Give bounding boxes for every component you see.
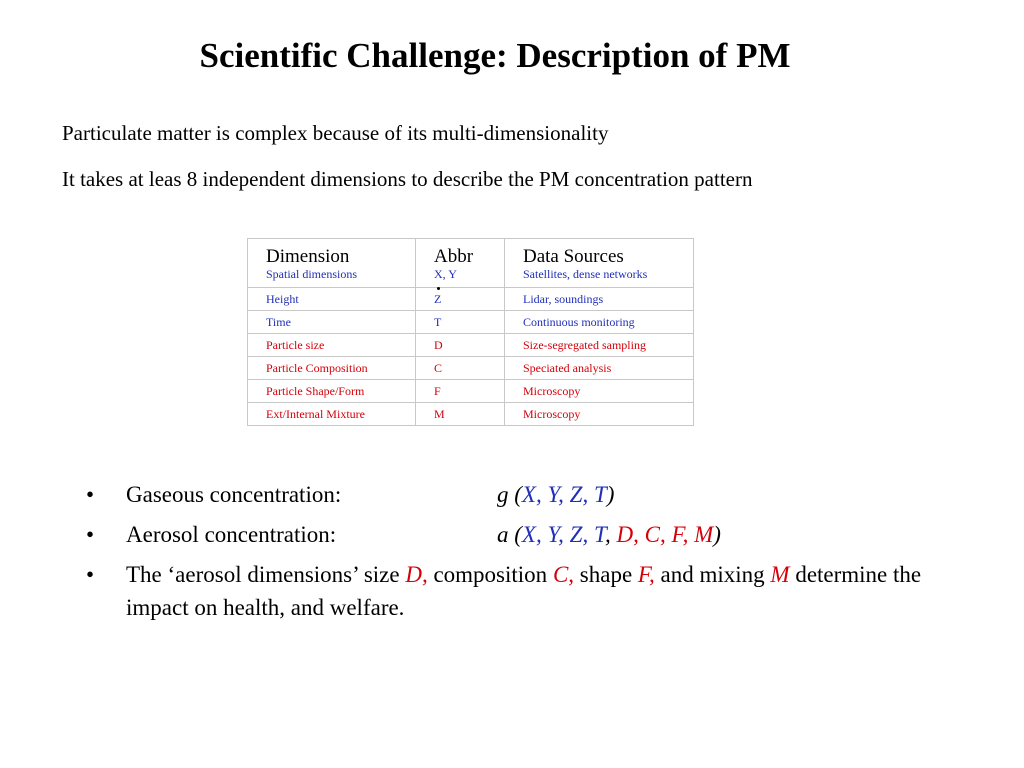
table-row (248, 288, 694, 311)
aerosol-sep: , (605, 522, 617, 547)
gaseous-vars: X, Y, Z, T (521, 482, 607, 507)
cell-source: Continuous monitoring (505, 311, 694, 334)
cell-source: Size-segregated sampling (505, 334, 694, 357)
cell-source: Microscopy (505, 403, 694, 426)
bullet-marker: • (86, 522, 95, 547)
b3-var-shape: F, (637, 562, 655, 587)
intro-line-2: It takes at leas 8 independent dimensions to describe the PM concentration pattern (62, 167, 753, 191)
cell-dimension: Particle size (248, 334, 416, 357)
bullet-marker: • (86, 482, 95, 507)
gaseous-close: ) (606, 482, 615, 507)
b3-text-3: shape (574, 562, 638, 587)
table-row (248, 403, 694, 426)
cell-dimension: Height (248, 288, 416, 311)
cell-dimension: Ext/Internal Mixture (248, 403, 416, 426)
cell-dimension: Spatial dimensions (248, 267, 416, 288)
b3-text-1: The ‘aerosol dimensions’ size (126, 562, 406, 587)
b3-var-mixing: M (770, 562, 790, 587)
cell-abbr: F (416, 380, 505, 403)
table-row (248, 357, 694, 380)
bullet-gaseous (86, 478, 946, 511)
intro-line-1: Particulate matter is complex because of its multi-dimensionality (62, 121, 609, 145)
cell-source: Speciated analysis (505, 357, 694, 380)
cell-dimension: Particle Shape/Form (248, 380, 416, 403)
stray-dot-mark (437, 287, 440, 290)
cell-abbr: Z (416, 288, 505, 311)
b3-var-size: D, (405, 562, 428, 587)
cell-abbr: D (416, 334, 505, 357)
dimensions-table (247, 238, 694, 426)
cell-source: Lidar, soundings (505, 288, 694, 311)
aerosol-vars-blue: X, Y, Z, T (521, 522, 606, 547)
table-row (248, 311, 694, 334)
aerosol-close: ) (713, 522, 721, 547)
bullet-aerosol-dimensions (86, 558, 946, 624)
cell-source: Satellites, dense networks (505, 267, 694, 288)
gaseous-function: g ( (497, 482, 522, 507)
aerosol-label: Aerosol concentration: (126, 522, 337, 547)
table-header-row (248, 239, 694, 268)
b3-var-composition: C, (552, 562, 575, 587)
slide-title: Scientific Challenge: Description of PM (199, 36, 791, 75)
header-data-sources: Data Sources (505, 239, 694, 268)
table-row (248, 334, 694, 357)
cell-abbr: C (416, 357, 505, 380)
bullet-marker: • (86, 562, 95, 587)
bullet-aerosol (86, 518, 946, 551)
b3-text-2: composition (427, 562, 553, 587)
cell-dimension: Time (248, 311, 416, 334)
cell-dimension: Particle Composition (248, 357, 416, 380)
cell-abbr: M (416, 403, 505, 426)
header-abbr: Abbr (416, 239, 505, 268)
cell-source: Microscopy (505, 380, 694, 403)
cell-abbr: T (416, 311, 505, 334)
table-row (248, 380, 694, 403)
aerosol-vars-red: D, C, F, M (616, 522, 714, 547)
header-dimension: Dimension (248, 239, 416, 268)
bullet-list (86, 478, 946, 631)
aerosol-function: a ( (497, 522, 522, 547)
table-row (248, 267, 694, 288)
b3-text-4: and mixing (654, 562, 771, 587)
b3-text-5: determine the impact on health, and welfare. (126, 562, 922, 620)
cell-abbr: X, Y (416, 267, 505, 288)
gaseous-label: Gaseous concentration: (126, 482, 342, 507)
